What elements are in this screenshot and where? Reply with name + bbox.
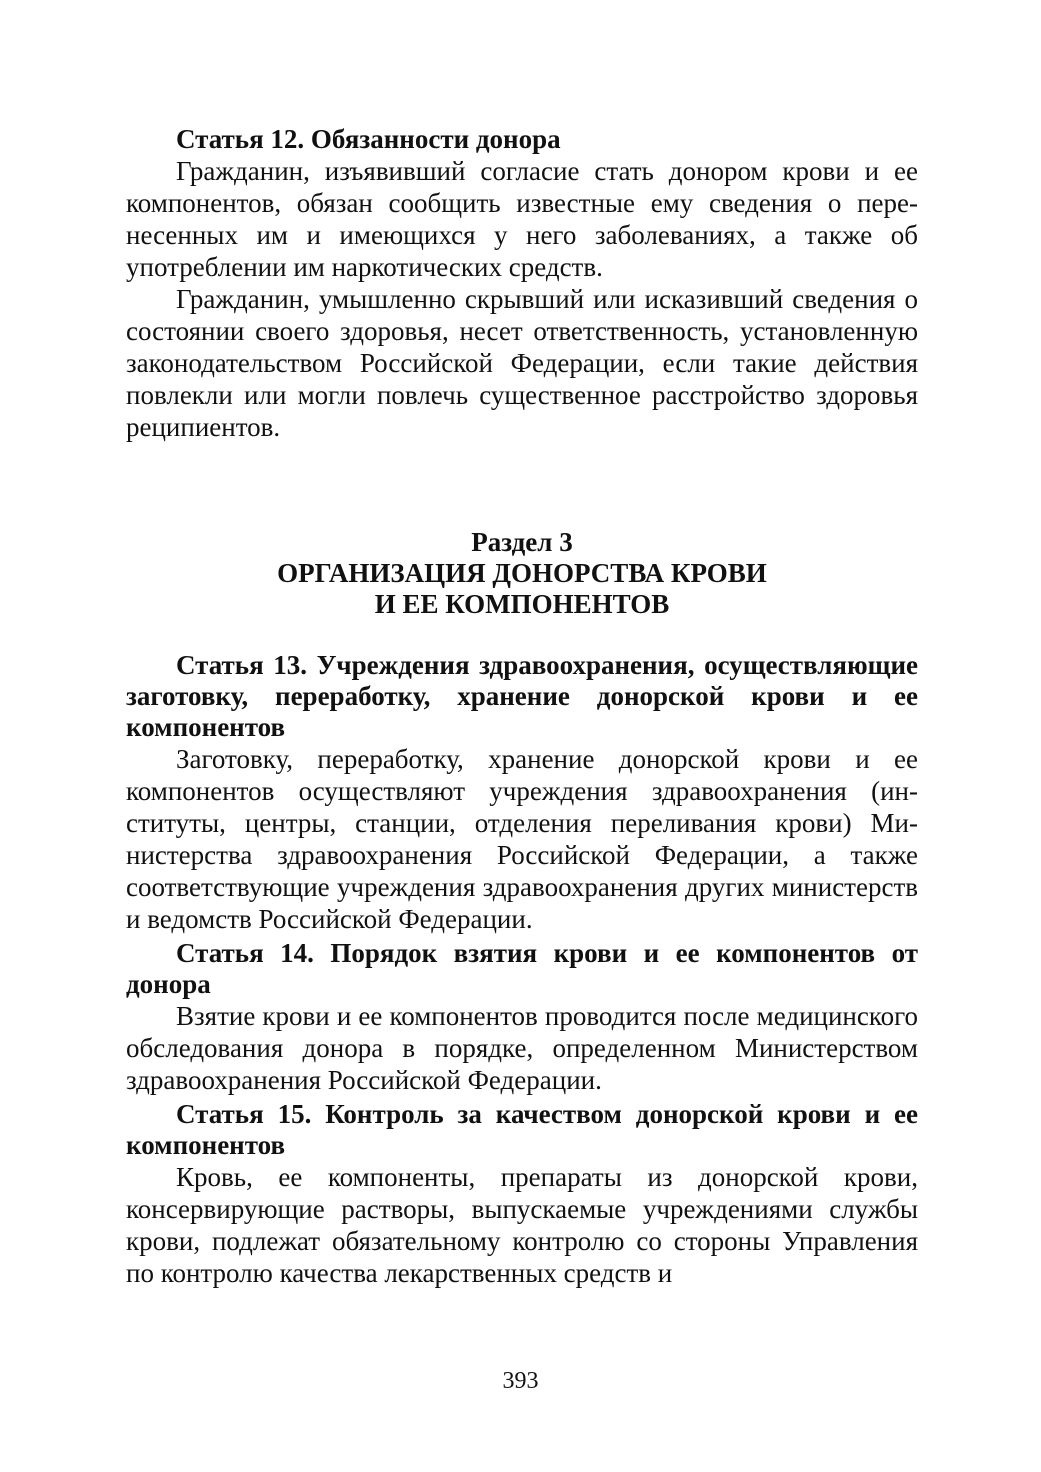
document-page [126, 124, 918, 1289]
section-3-label: Раздел 3 [471, 527, 573, 557]
section-3-heading [126, 527, 918, 620]
article-12-paragraph-1: Гражданин, изъявивший согласие стать донором крови и ее компонентов, обязан сообщить известные ему сведения о перенесенных им и имеющихся у него заболеваниях, а также об употреблении им наркотических средств. [126, 156, 918, 282]
section-3-title-line-2: И ЕЕ КОМПОНЕНТОВ [374, 589, 670, 619]
section-3-title-line-1: ОРГАНИЗАЦИЯ ДОНОРСТВА КРОВИ [277, 558, 767, 588]
article-12-heading: Статья 12. Обязанности донора [176, 124, 561, 154]
article-15-heading: Статья 15. Контроль за качеством донорской крови и ее компонентов [126, 1099, 918, 1160]
page-number: 393 [502, 1368, 539, 1394]
article-13-paragraph-1: Заготовку, переработку, хранение донорской крови и ее компонентов осуществляют учреждения здравоохранения (институты, центры, станции, отделения переливания крови) Министерства здравоохранения Российской Федерации, а также соответствующие учреждения здравоохранения других министерств и ведомств Российской Федерации. [126, 744, 918, 934]
article-13-heading: Статья 13. Учреждения здравоохранения, осуществляющие заготовку, переработку, хранение донорской крови и ее компонентов [126, 650, 918, 742]
article-14-heading: Статья 14. Порядок взятия крови и ее компонентов от донора [126, 938, 918, 999]
article-14-paragraph-1: Взятие крови и ее компонентов проводится после медицинского обследования донора в порядке, определенном Министерством здравоохранения Российской Федерации. [126, 1001, 918, 1095]
article-12-paragraph-2: Гражданин, умышленно скрывший или исказивший сведения о состоянии своего здоровья, несет ответственность, установленную законодательством Российской Федерации, если такие действия повлекли или могли повлечь существенное расстройство здоровья реципиентов. [126, 284, 918, 442]
article-15-paragraph-1: Кровь, ее компоненты, препараты из донорской крови, консервирующие растворы, выпускаемые учреждениями службы крови, подлежат обязательному контролю со стороны Управления по контролю качества лекарственных средств и [126, 1162, 918, 1288]
